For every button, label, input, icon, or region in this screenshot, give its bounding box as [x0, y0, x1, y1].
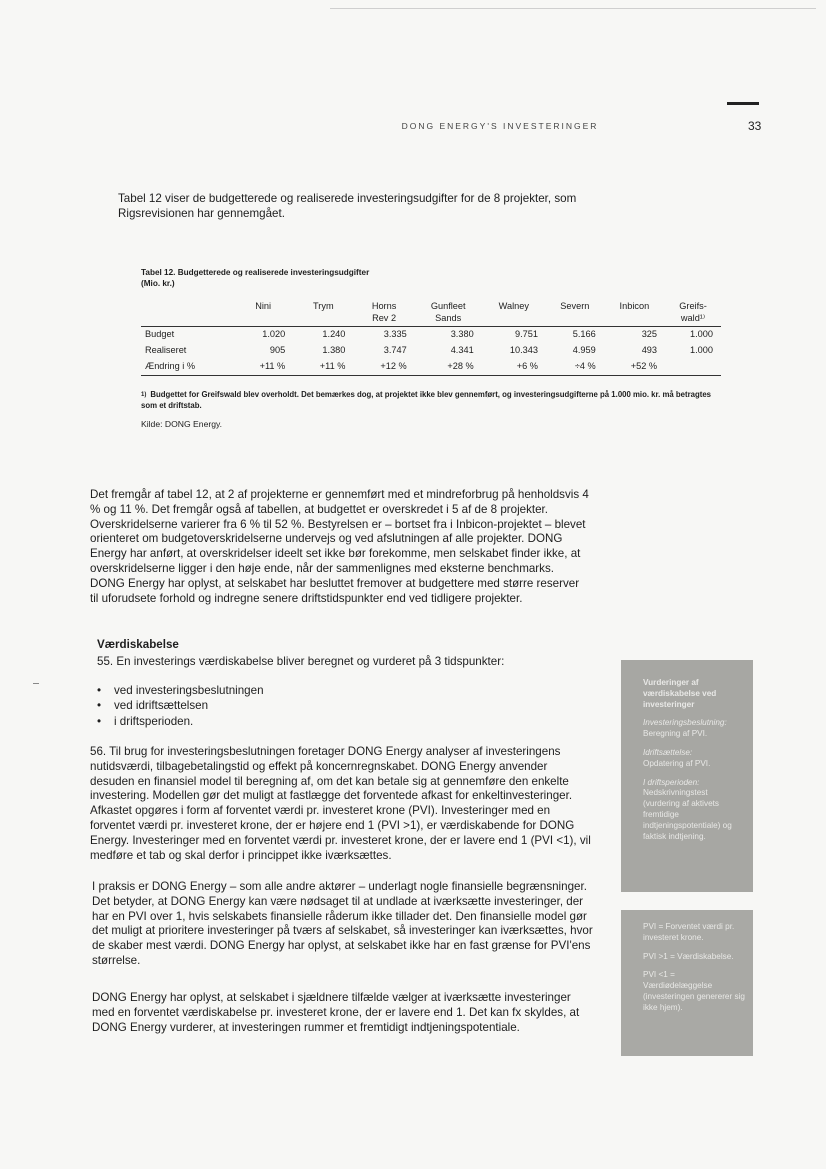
- row-label: Budget: [145, 329, 175, 340]
- section-heading: Værdiskabelse: [97, 638, 179, 651]
- running-header: DONG ENERGY'S INVESTERINGER: [401, 121, 599, 131]
- table-cell: 1.000: [690, 345, 713, 356]
- col-header-severn: Severn: [560, 301, 590, 311]
- paragraph-dong-energy: DONG Energy har oplyst, at selskabet i sjældnere tilfælde vælger at iværksætte investeringer med en forventet værdiskabelse pr. investeret krone, der er lavere end 1. Det kan fx skyldes, at DONG Energy vurderer, at investeringen rummer et fremtidigt indtjeningspotentiale.: [92, 991, 580, 1034]
- paragraph-56: 56. Til brug for investeringsbeslutningen foretager DONG Energy analyser af investeringens nutidsværdi, tilbagebetalingstid og effekt på koncernregnskabet. DONG Energy anvender desuden en finansiel model til beregning af, om det kan betale sig at gennemføre den enkelte investering. Modellen gør det muligt at fastlægge det forventede afkast for enkeltinvesteringer. Afkastet opgøres i form af forventet værdi pr. investeret krone (PVI). Investeringer med en forventet værdi pr. investeret krone, der er højere end 1 (PVI >1), er værdiskabende for DONG Energy. Investeringer med en forventet værdi pr. investeret krone, der er lavere end 1 (PVI <1), vil medføre et tab og skal derfor i princippet ikke iværksættes.: [90, 745, 591, 862]
- top-border-line: [330, 8, 816, 9]
- col-header-inbicon: Inbicon: [619, 301, 650, 311]
- table-cell: 905: [269, 345, 286, 356]
- col-header-greifswald: Greifs- wald¹⁾: [679, 301, 707, 323]
- list-item: • ved investeringsbeslutningen: [96, 683, 264, 698]
- table-cell: 4.341: [450, 345, 474, 356]
- footnote-text: Budgettet for Greifswald blev overholdt. Det bemærkes dog, at projektet ikke blev gennemført, og investeringsudgifterne på 1.000 mio. kr. må betragtes som et driftstab.: [141, 390, 711, 410]
- col-header-horns-rev-2: Horns Rev 2: [371, 301, 397, 323]
- table-row-aendring: [141, 359, 721, 376]
- sidebar-box-pvi: [621, 910, 753, 1056]
- sidebar-item: Idriftsættelse: Opdatering af PVI.: [643, 747, 711, 768]
- table-caption-unit: (Mio. kr.): [141, 278, 175, 288]
- table-cell: 325: [641, 329, 658, 340]
- table-cell: 1.380: [322, 345, 346, 356]
- footnote-marker: 1): [141, 392, 147, 398]
- table-caption-title: Tabel 12. Budgetterede og realiserede investeringsudgifter: [141, 268, 370, 277]
- sidebar-pvi-above-one: PVI >1 = Værdiskabelse.: [643, 951, 734, 961]
- sidebar-item: Investeringsbeslutning: Beregning af PVI.: [643, 718, 727, 739]
- table-cell: +12 %: [380, 361, 407, 372]
- sidebar-box-valuation: [621, 660, 753, 892]
- col-header-walney: Walney: [498, 301, 529, 311]
- table-cell: 3.335: [383, 329, 407, 340]
- table-cell: 9.751: [514, 329, 538, 340]
- paragraph-praksis: I praksis er DONG Energy – som alle andre aktører – underlagt nogle finansielle begrænsninger. Det betyder, at DONG Energy kan være nødsaget til at undlade at iværksætte investeringer, der har en PVI over 1, hvis selskabets finansielle råderum ikke tillader det. Den finansielle model gør det muligt at prioritere investeringer på tværs af selskabet, så investeringer kan iværksættes, hvor de skaber mest værdi. DONG Energy har oplyst, at selskabet ikke har en fast grænse for PVI'ens størrelse.: [92, 880, 593, 967]
- row-label: Realiseret: [145, 345, 187, 356]
- bullet-list: [96, 683, 264, 729]
- table-cell: +11 %: [319, 361, 346, 372]
- margin-dash: [33, 683, 39, 684]
- table-cell: 10.343: [509, 345, 538, 356]
- table-caption: [141, 268, 369, 289]
- table-container: [141, 299, 721, 376]
- table-source: Kilde: DONG Energy.: [141, 419, 223, 429]
- list-item: • ved idriftsættelsen: [96, 698, 264, 713]
- table-corner-cell: [141, 299, 233, 327]
- table-cell: +28 %: [447, 361, 474, 372]
- row-label: Ændring i %: [145, 361, 196, 372]
- table-cell: 1.240: [322, 329, 346, 340]
- table-footnote: [141, 390, 721, 411]
- intro-paragraph: Tabel 12 viser de budgetterede og realiserede investeringsudgifter for de 8 projekter, som Rigsrevisionen har gennemgået.: [118, 192, 577, 220]
- page-number: 33: [748, 119, 762, 133]
- table-cell: 4.959: [572, 345, 596, 356]
- table-cell: 1.000: [690, 329, 713, 340]
- table-cell: +11 %: [259, 361, 286, 372]
- col-header-nini: Nini: [255, 301, 272, 311]
- sidebar-item: I driftsperioden: Nedskrivningstest (vurdering af aktivets fremtidige indtjeningspotentiale) og faktisk indtjening.: [643, 777, 732, 841]
- sidebar-pvi-below-one: PVI <1 = Værdiødelæggelse (investeringen genererer sig ikke hjem).: [643, 970, 745, 1012]
- col-header-trym: Trym: [313, 301, 334, 311]
- table-cell: 493: [641, 345, 658, 356]
- table-row-realiseret: [141, 343, 721, 359]
- table-cell: ÷4 %: [574, 361, 596, 372]
- table-row-budget: [141, 327, 721, 344]
- table-cell: 3.380: [450, 329, 474, 340]
- table-cell: +6 %: [516, 361, 538, 372]
- investment-table: [141, 299, 721, 376]
- table-cell: 3.747: [383, 345, 407, 356]
- table-cell: 1.020: [262, 329, 286, 340]
- paragraph-55: 55. En investerings værdiskabelse bliver beregnet og vurderet på 3 tidspunkter:: [97, 655, 505, 668]
- list-item: • i driftsperioden.: [96, 714, 264, 729]
- table-cell: +52 %: [630, 361, 658, 372]
- header-mark: [727, 102, 759, 105]
- paragraph-findings: Det fremgår af tabel 12, at 2 af projekterne er gennemført med et mindreforbrug på henholdsvis 4 % og 11 %. Det fremgår også af tabellen, at budgettet er overskredet i 5 af de 8 projekter. Overskridelserne varierer fra 6 % til 52 %. Bestyrelsen er – bortset fra i Inbicon-projektet – blevet orienteret om budgetoverskridelserne undervejs og ved afslutningen af alle projekter. DONG Energy har anført, at overskridelser ideelt set ikke bør forekomme, men selskabet finder ikke, at overskridelserne ligger i den høje ende, når der sammenlignes med eksterne benchmarks. DONG Energy har oplyst, at selskabet har besluttet fremover at budgettere med større reserver til uforudsete forhold og indregne senere driftstidspunkter end ved tidligere projekter.: [90, 488, 589, 605]
- table-cell: 5.166: [572, 329, 596, 340]
- col-header-gunfleet-sands: Gunfleet Sands: [430, 301, 466, 323]
- table-cell: [665, 359, 721, 376]
- sidebar-heading: Vurderinger af værdiskabelse ved investeringer: [643, 678, 717, 709]
- sidebar-pvi-definition: PVI = Forventet værdi pr. investeret krone.: [643, 922, 735, 942]
- table-header-row: [141, 299, 721, 327]
